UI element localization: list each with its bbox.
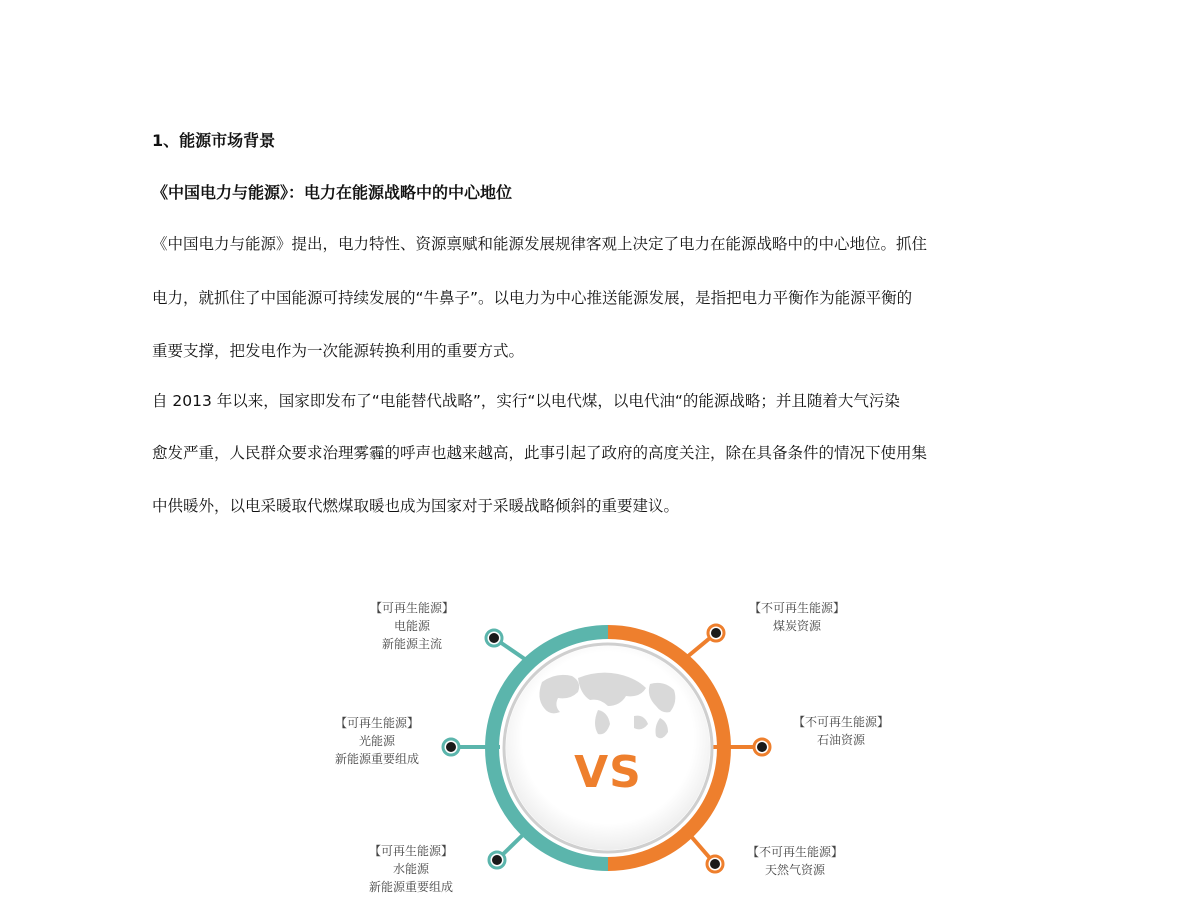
renewable-label-1-name: 电能源 xyxy=(393,619,430,633)
section-subheading: 《中国电力与能源》：电力在能源战略中的中心地位 xyxy=(152,183,513,202)
renewable-label-2 xyxy=(322,714,432,768)
renewable-label-1-note: 新能源主流 xyxy=(381,637,442,651)
nonrenewable-label-1 xyxy=(742,599,852,635)
nonrenewable-label-1-name: 煤炭资源 xyxy=(772,619,821,633)
paragraph-1-line-3: 重要支撑，把发电作为一次能源转换利用的重要方式。 xyxy=(152,342,525,360)
paragraph-2-line-1: 自 2013 年以来，国家即发布了“电能替代战略”，实行“以电代煤，以电代油“的能源战略；并且随着大气污染 xyxy=(152,392,900,410)
renewable-label-2-tag: 【可再生能源】 xyxy=(334,716,419,730)
nonrenewable-label-2 xyxy=(786,713,896,749)
dot-renewable-1-core xyxy=(489,633,499,643)
dot-renewable-2-core xyxy=(446,742,456,752)
renewable-label-2-name: 光能源 xyxy=(358,734,395,748)
dot-nonrenewable-2-core xyxy=(757,742,767,752)
dot-nonrenewable-3-core xyxy=(710,859,720,869)
renewable-label-1 xyxy=(362,599,462,653)
renewable-label-1-tag: 【可再生能源】 xyxy=(369,601,454,615)
energy-vs-diagram xyxy=(310,586,900,918)
nonrenewable-label-3-tag: 【不可再生能源】 xyxy=(746,845,843,859)
paragraph-1-line-2: 电力，就抓住了中国能源可持续发展的“牛鼻子”。以电力为中心推送能源发展，是指把电力平衡作为能源平衡的 xyxy=(152,289,913,307)
renewable-label-3-name: 水能源 xyxy=(392,862,429,876)
nonrenewable-label-1-tag: 【不可再生能源】 xyxy=(748,601,845,615)
paragraph-2-line-3: 中供暖外，以电采暖取代燃煤取暖也成为国家对于采暖战略倾斜的重要建议。 xyxy=(152,497,680,515)
renewable-label-3 xyxy=(356,842,466,896)
section-heading: 1、能源市场背景 xyxy=(152,131,276,150)
renewable-label-3-tag: 【可再生能源】 xyxy=(368,844,453,858)
paragraph-2-line-2: 愈发严重，人民群众要求治理雾霾的呼声也越来越高，此事引起了政府的高度关注，除在具备条件的情况下使用集 xyxy=(152,444,928,462)
nonrenewable-label-3-name: 天然气资源 xyxy=(764,863,825,877)
renewable-label-3-note: 新能源重要组成 xyxy=(368,880,453,894)
nonrenewable-label-2-name: 石油资源 xyxy=(816,733,865,747)
renewable-label-2-note: 新能源重要组成 xyxy=(334,752,419,766)
dot-renewable-3-core xyxy=(492,855,502,865)
nonrenewable-label-3 xyxy=(740,843,850,879)
nonrenewable-label-2-tag: 【不可再生能源】 xyxy=(792,715,889,729)
vs-label: VS xyxy=(574,747,642,798)
paragraph-1-line-1: 《中国电力与能源》提出，电力特性、资源禀赋和能源发展规律客观上决定了电力在能源战略中的中心地位。抓住 xyxy=(152,235,928,253)
dot-nonrenewable-1-core xyxy=(711,628,721,638)
